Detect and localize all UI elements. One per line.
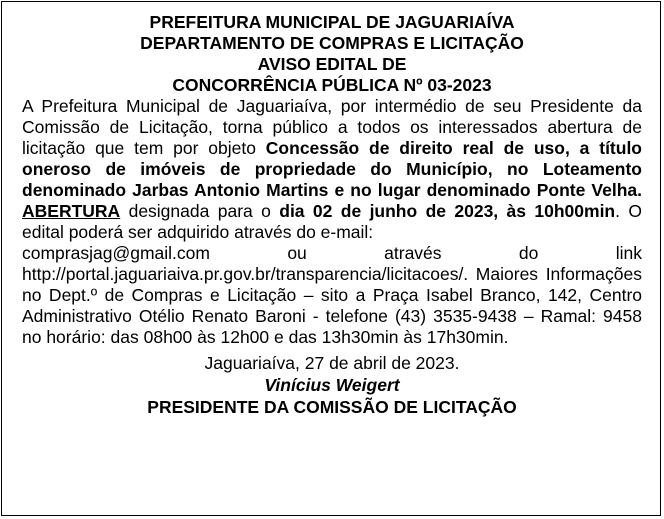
header-municipality: PREFEITURA MUNICIPAL DE JAGUARIAÍVA <box>149 12 515 32</box>
body-abertura: ABERTURA <box>22 201 121 221</box>
notice-body <box>22 96 642 243</box>
signatory-name: Vinícius Weigert <box>264 375 400 395</box>
body-email-line: comprasjag@gmail.com ou através do link <box>22 243 642 263</box>
body-designated: designada para o <box>120 201 280 221</box>
body-edital-info: . O edital poderá ser adquirido através do e-mail: <box>22 201 642 242</box>
body-intro: A Prefeitura Municipal de Jaguariaíva, por intermédio de seu Presidente da Comissão de Licitação, torna público a todos os interessados abertura de licitação que tem por objeto <box>22 96 642 158</box>
header-department: DEPARTAMENTO DE COMPRAS E LICITAÇÃO <box>140 33 524 53</box>
signatory-title: PRESIDENTE DA COMISSÃO DE LICITAÇÃO <box>147 397 517 417</box>
notice-content <box>22 12 642 418</box>
place-date: Jaguariaíva, 27 de abril de 2023. <box>204 353 460 373</box>
header-tender-number: CONCORRÊNCIA PÚBLICA Nº 03-2023 <box>172 75 492 95</box>
header-notice-type: AVISO EDITAL DE <box>257 54 407 74</box>
body-object: Concessão de direito real de uso, a título oneroso de imóveis de propriedade do Município, no Loteamento denominado Jarbas Antonio Martins e no lugar denominado Ponte Velha. <box>22 138 642 200</box>
body-opening-date: dia 02 de junho de 2023, às 10h00min <box>279 201 616 221</box>
body-link-and-contact: http://portal.jaguariaiva.pr.gov.br/transparencia/licitacoes/. Maiores Informações no Dept.º de Compras e Licitação – sito a Praça Isabel Branco, 142, Centro Administrativo Otélio Renato Baroni - telefone (43) 3535-9438 – Ramal: 9458 no horário: das 08h00 às 12h00 e das 13h30min às 17h30min. <box>22 264 642 347</box>
